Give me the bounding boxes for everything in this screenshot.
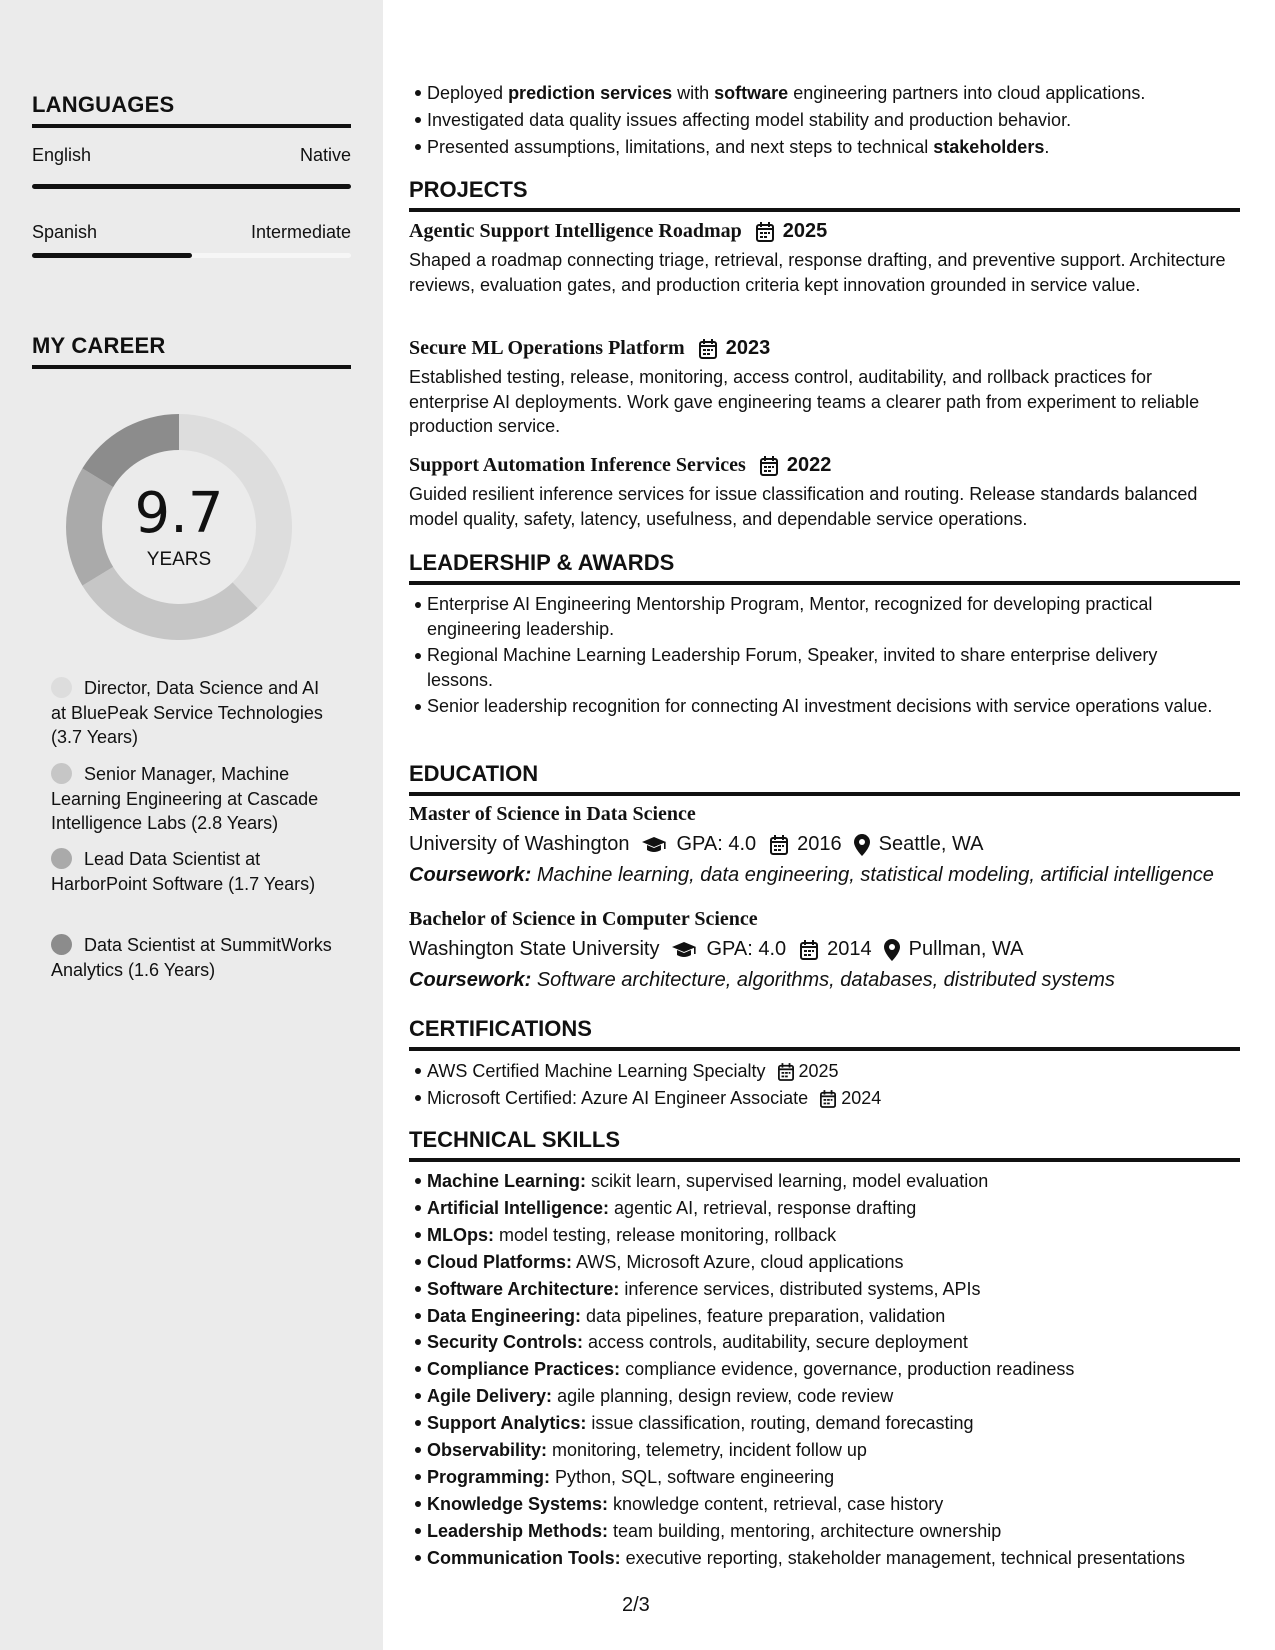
certification-item: Microsoft Certified: Azure AI Engineer Associate 2024 xyxy=(427,1085,1227,1112)
language-name: Spanish xyxy=(32,222,98,242)
career-item xyxy=(51,762,336,836)
skill-label: Security Controls: xyxy=(427,1332,584,1353)
education-year: 2014 xyxy=(827,938,872,960)
education-location: Seattle, WA xyxy=(878,833,984,855)
education-degree: Master of Science in Data Science xyxy=(409,803,696,825)
skill-item xyxy=(427,1276,1227,1303)
project-year: 2025 xyxy=(782,220,828,242)
education-year: 2016 xyxy=(797,833,842,855)
skill-item xyxy=(427,1249,1227,1276)
language-row-spanish xyxy=(32,222,351,243)
legend-dot xyxy=(51,934,72,955)
skill-label: Support Analytics: xyxy=(427,1413,587,1434)
skill-item xyxy=(427,1168,1227,1195)
leadership-list xyxy=(427,592,1227,719)
education-school: University of Washington xyxy=(409,833,630,855)
skill-value: team building, mentoring, architecture ownership xyxy=(608,1520,1002,1541)
career-item-text: Director, Data Science and AI at BluePeak Service Technologies (3.7 Years) xyxy=(51,678,323,747)
skill-value: issue classification, routing, demand forecasting xyxy=(586,1413,974,1434)
project-year: 2022 xyxy=(786,454,832,476)
experience-bullet: Presented assumptions, limitations, and next steps to technical stakeholders. xyxy=(427,134,1227,161)
education-heading: EDUCATION xyxy=(409,761,1240,796)
skill-label: MLOps: xyxy=(427,1224,494,1245)
skill-label: Agile Delivery: xyxy=(427,1386,553,1407)
skill-item xyxy=(427,1518,1227,1545)
skill-item xyxy=(427,1545,1227,1572)
skill-value: scikit learn, supervised learning, model evaluation xyxy=(586,1171,989,1191)
calendar-icon xyxy=(756,222,774,242)
career-item xyxy=(51,676,336,750)
skill-value: inference services, distributed systems, APIs xyxy=(619,1278,981,1299)
project-title: Support Automation Inference Services 2022 xyxy=(409,454,832,476)
language-level: Intermediate xyxy=(250,222,351,242)
leadership-item: Senior leadership recognition for connecting AI investment decisions with service operations value. xyxy=(427,694,1227,719)
legend-dot xyxy=(51,763,72,784)
language-bar-fill xyxy=(32,253,192,258)
skill-item xyxy=(427,1303,1227,1330)
language-bar-spanish xyxy=(32,253,351,258)
skill-item xyxy=(427,1195,1227,1222)
education-degree: Bachelor of Science in Computer Science xyxy=(409,908,758,930)
career-item xyxy=(51,933,336,982)
skill-value: agile planning, design review, code review xyxy=(552,1386,894,1407)
calendar-icon xyxy=(760,456,778,476)
calendar-icon xyxy=(778,1063,794,1081)
leadership-item: Regional Machine Learning Leadership Forum, Speaker, invited to share enterprise delivery lessons. xyxy=(427,643,1227,692)
calendar-icon xyxy=(770,835,788,855)
project-description: Guided resilient inference services for issue classification and routing. Release standards balanced model quality, safety, latency, usefulness, and dependable service operations. xyxy=(409,484,1198,529)
skill-value: Python, SQL, software engineering xyxy=(550,1466,835,1487)
skill-item xyxy=(427,1410,1227,1437)
education-school: Washington State University xyxy=(409,938,660,960)
donut-segment xyxy=(82,414,179,487)
skill-label: Compliance Practices: xyxy=(427,1359,621,1380)
skills-list xyxy=(427,1168,1227,1572)
donut-segment xyxy=(82,567,257,640)
languages-heading: LANGUAGES xyxy=(32,92,351,128)
career-item-text: Senior Manager, Machine Learning Engineering at Cascade Intelligence Labs (2.8 Years) xyxy=(51,764,319,833)
page-number: 2/3 xyxy=(622,1594,650,1616)
skill-value: AWS, Microsoft Azure, cloud applications xyxy=(572,1251,904,1272)
skill-item xyxy=(427,1356,1227,1383)
skill-label: Programming: xyxy=(427,1466,551,1487)
career-item xyxy=(51,847,336,896)
skill-label: Knowledge Systems: xyxy=(427,1493,609,1514)
skill-label: Leadership Methods: xyxy=(427,1520,609,1541)
skill-value: compliance evidence, governance, production readiness xyxy=(620,1359,1075,1380)
project-description: Shaped a roadmap connecting triage, retrieval, response drafting, and preventive support. Architecture reviews, evaluation gates, and production criteria kept innovation grounded in service value. xyxy=(409,250,1226,295)
skill-value: data pipelines, feature preparation, validation xyxy=(581,1305,946,1326)
education-coursework: Coursework: Machine learning, data engineering, statistical modeling, artificial intelligence xyxy=(409,864,1214,886)
skill-value: executive reporting, stakeholder management, technical presentations xyxy=(620,1547,1185,1568)
experience-bullet: Investigated data quality issues affecting model stability and production behavior. xyxy=(427,107,1227,134)
project-year: 2023 xyxy=(725,337,771,359)
skill-item xyxy=(427,1329,1227,1356)
education-details xyxy=(409,833,984,856)
education-coursework: Coursework: Software architecture, algorithms, databases, distributed systems xyxy=(409,969,1115,991)
career-donut-chart xyxy=(66,414,292,640)
calendar-icon xyxy=(800,940,818,960)
experience-bullets xyxy=(427,80,1227,161)
location-pin-icon xyxy=(854,834,870,856)
legend-dot xyxy=(51,677,72,698)
career-total-years: 9.7 xyxy=(134,481,224,546)
language-bar-fill xyxy=(32,184,351,189)
certification-item: AWS Certified Machine Learning Specialty 2025 xyxy=(427,1058,1227,1085)
location-pin-icon xyxy=(884,939,900,961)
education-gpa: GPA: 4.0 xyxy=(676,833,757,855)
projects-heading: PROJECTS xyxy=(409,177,1240,212)
skill-label: Communication Tools: xyxy=(427,1547,621,1568)
sidebar xyxy=(0,0,383,1650)
legend-dot xyxy=(51,848,72,869)
skills-heading: TECHNICAL SKILLS xyxy=(409,1127,1240,1162)
skill-label: Cloud Platforms: xyxy=(427,1251,573,1272)
skill-value: monitoring, telemetry, incident follow up xyxy=(547,1440,867,1461)
language-level: Native xyxy=(299,145,351,165)
skill-item xyxy=(427,1491,1227,1518)
career-item-text: Lead Data Scientist at HarborPoint Software (1.7 Years) xyxy=(51,849,316,894)
skill-value: access controls, auditability, secure deployment xyxy=(583,1332,968,1353)
career-total-label: YEARS xyxy=(146,549,212,570)
career-item-text: Data Scientist at SummitWorks Analytics (1.6 Years) xyxy=(51,935,332,980)
skill-label: Machine Learning: xyxy=(427,1171,587,1191)
leadership-heading: LEADERSHIP & AWARDS xyxy=(409,550,1240,585)
project-title: Agentic Support Intelligence Roadmap 2025 xyxy=(409,220,828,242)
career-heading: MY CAREER xyxy=(32,333,351,369)
skill-label: Artificial Intelligence: xyxy=(427,1197,610,1218)
language-bar-english xyxy=(32,184,351,189)
graduation-cap-icon xyxy=(671,940,697,960)
experience-bullet: Deployed prediction services with software engineering partners into cloud applications. xyxy=(427,80,1227,107)
education-location: Pullman, WA xyxy=(908,938,1024,960)
project-title: Secure ML Operations Platform 2023 xyxy=(409,337,771,359)
calendar-icon xyxy=(820,1090,836,1108)
skill-label: Observability: xyxy=(427,1440,548,1461)
skill-value: agentic AI, retrieval, response drafting xyxy=(609,1197,917,1218)
skill-item xyxy=(427,1464,1227,1491)
skill-value: knowledge content, retrieval, case history xyxy=(608,1493,944,1514)
main-content xyxy=(383,0,1275,1650)
project-description: Established testing, release, monitoring, access control, auditability, and rollback practices for enterprise AI deployments. Work gave engineering teams a clearer path from experiment to reliable production service. xyxy=(409,367,1200,436)
leadership-item: Enterprise AI Engineering Mentorship Program, Mentor, recognized for developing practical engineering leadership. xyxy=(427,592,1227,641)
skill-item xyxy=(427,1383,1227,1410)
graduation-cap-icon xyxy=(641,835,667,855)
skill-label: Software Architecture: xyxy=(427,1278,620,1299)
skill-item xyxy=(427,1437,1227,1464)
language-row-english xyxy=(32,145,351,166)
skill-item xyxy=(427,1222,1227,1249)
skill-value: model testing, release monitoring, rollback xyxy=(494,1224,837,1245)
education-details xyxy=(409,938,1024,961)
language-name: English xyxy=(32,145,92,165)
calendar-icon xyxy=(699,339,717,359)
skill-label: Data Engineering: xyxy=(427,1305,582,1326)
education-gpa: GPA: 4.0 xyxy=(706,938,787,960)
certifications-heading: CERTIFICATIONS xyxy=(409,1016,1240,1051)
certifications-list xyxy=(427,1058,1227,1112)
